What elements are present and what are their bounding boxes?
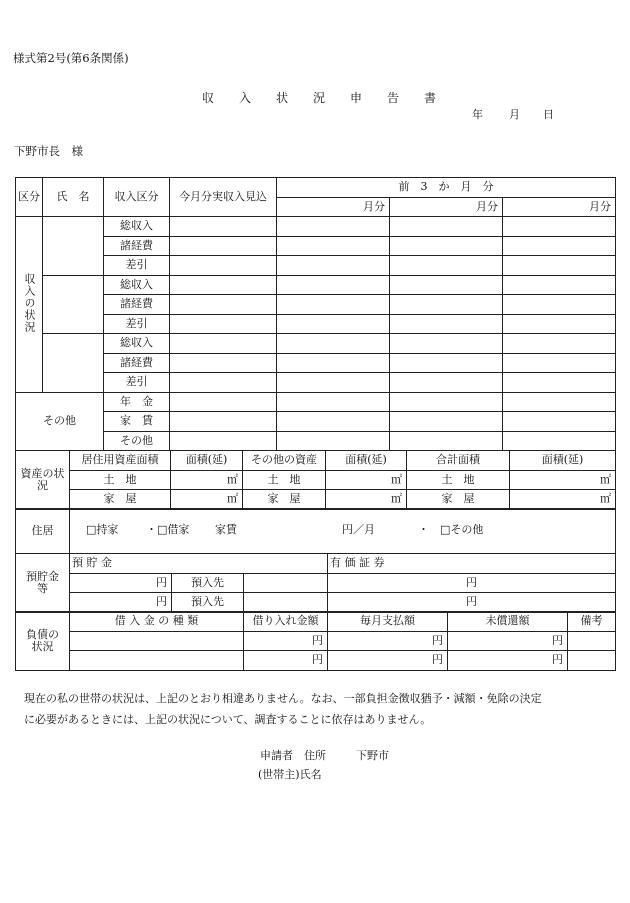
addressee: 下野市長 様 (14, 144, 83, 158)
header-other-assets: その他の資産 (243, 451, 326, 471)
income-type-gross: 総収入 (104, 334, 170, 354)
housing-options (70, 509, 616, 554)
header-monthly-payment: 毎月支払額 (328, 612, 448, 632)
deposit-amount[interactable]: 円 (70, 573, 172, 593)
other-pension: 年 金 (104, 392, 170, 412)
deposit-amount[interactable]: 円 (70, 593, 172, 613)
name-cell[interactable] (43, 334, 104, 393)
header-loan-type: 借 入 金 の 種 類 (70, 612, 244, 632)
date-day-label: 日 (543, 108, 554, 121)
rented-home-checkbox[interactable]: ・□借家 (146, 523, 190, 536)
other-income-label: その他 (16, 392, 104, 451)
depositary-field[interactable] (244, 573, 328, 593)
other-housing-checkbox[interactable]: ・ □その他 (418, 523, 484, 536)
date-year-label: 年 (472, 108, 483, 121)
income-type-net: 差引 (104, 373, 170, 393)
housing-table (15, 508, 616, 554)
savings-table (15, 553, 616, 613)
header-unpaid-balance: 未償還額 (448, 612, 568, 632)
applicant-address: 下野市 (356, 749, 389, 762)
note-field[interactable] (568, 651, 616, 671)
unpaid-balance[interactable]: 円 (448, 631, 568, 651)
other-misc: その他 (104, 431, 170, 451)
monthly-payment[interactable]: 円 (328, 631, 448, 651)
loan-amount[interactable]: 円 (244, 631, 328, 651)
other-house: 家 屋 (243, 490, 326, 510)
loan-amount[interactable]: 円 (244, 651, 328, 671)
securities-amount[interactable]: 円 (328, 593, 616, 613)
total-house: 家 屋 (407, 490, 510, 510)
month-label-2: 月分 (390, 197, 503, 217)
own-home-checkbox[interactable]: □持家 (86, 523, 119, 536)
debt-table (15, 611, 616, 671)
area-unit[interactable]: ㎡ (510, 490, 616, 510)
total-land: 土 地 (407, 470, 510, 490)
income-type-expenses: 諸経費 (104, 236, 170, 256)
securities-amount[interactable]: 円 (328, 573, 616, 593)
header-residence-area: 居住用資産面積 (70, 451, 171, 471)
month-label-3: 月分 (503, 197, 616, 217)
area-unit[interactable]: ㎡ (326, 490, 407, 510)
header-total-area: 合計面積 (407, 451, 510, 471)
name-cell[interactable] (43, 217, 104, 276)
income-type-net: 差引 (104, 256, 170, 276)
depositary-label: 預入先 (172, 573, 244, 593)
statement-line-2: に必要があるときには、上記の状況について、調査することに依存はありません。 (24, 713, 432, 726)
header-current-month: 今月分実収入見込 (170, 178, 277, 217)
income-type-expenses: 諸経費 (104, 353, 170, 373)
statement-line-1: 現在の私の世帯の状況は、上記のとおり相違ありません。なお、一部負担金徴収猶予・減額・免除の決定 (24, 692, 542, 705)
housing-section-label: 住居 (16, 509, 70, 554)
header-area-2: 面積(延) (326, 451, 407, 471)
header-name: 氏 名 (43, 178, 104, 217)
area-unit[interactable]: ㎡ (171, 470, 243, 490)
applicant-label: 申請者 住所 (260, 749, 326, 762)
area-unit[interactable]: ㎡ (171, 490, 243, 510)
header-area-1: 面積(延) (171, 451, 243, 471)
loan-type-field[interactable] (70, 631, 244, 651)
other-land: 土 地 (243, 470, 326, 490)
rent-label: 家賃 (215, 523, 237, 536)
form-number: 様式第2号(第6条関係) (13, 51, 129, 65)
header-loan-amount: 借り入れ金額 (244, 612, 328, 632)
income-table (15, 177, 616, 451)
header-note: 備考 (568, 612, 616, 632)
savings-section-label: 預貯金等 (16, 554, 70, 613)
assets-table (15, 450, 616, 510)
note-field[interactable] (568, 631, 616, 651)
header-area-3: 面積(延) (510, 451, 616, 471)
debt-section-label: 負債の状況 (16, 612, 70, 671)
income-type-expenses: 諸経費 (104, 295, 170, 315)
head-of-household-label: (世帯主)氏名 (258, 768, 322, 781)
income-type-gross: 総収入 (104, 275, 170, 295)
header-category: 区分 (16, 178, 43, 217)
monthly-payment[interactable]: 円 (328, 651, 448, 671)
residence-land: 土 地 (70, 470, 171, 490)
other-rent: 家 賃 (104, 412, 170, 432)
income-section-label: 収入の状況 (16, 217, 43, 393)
date-month-label: 月 (509, 108, 520, 121)
area-unit[interactable]: ㎡ (326, 470, 407, 490)
deposit-header: 預 貯 金 (70, 554, 328, 574)
month-label-1: 月分 (277, 197, 390, 217)
income-type-net: 差引 (104, 314, 170, 334)
depositary-field[interactable] (244, 593, 328, 613)
depositary-label: 預入先 (172, 593, 244, 613)
unpaid-balance[interactable]: 円 (448, 651, 568, 671)
rent-per-month: 円／月 (342, 523, 375, 536)
name-cell[interactable] (43, 275, 104, 334)
header-previous-3-months: 前 3 か 月 分 (277, 178, 616, 198)
residence-house: 家 屋 (70, 490, 171, 510)
area-unit[interactable]: ㎡ (510, 470, 616, 490)
page-title: 収入状況申告書 (202, 91, 462, 105)
assets-section-label: 資産の状況 (16, 451, 70, 510)
header-income-type: 収入区分 (104, 178, 170, 217)
income-type-gross: 総収入 (104, 217, 170, 237)
loan-type-field[interactable] (70, 651, 244, 671)
securities-header: 有 価 証 券 (328, 554, 616, 574)
